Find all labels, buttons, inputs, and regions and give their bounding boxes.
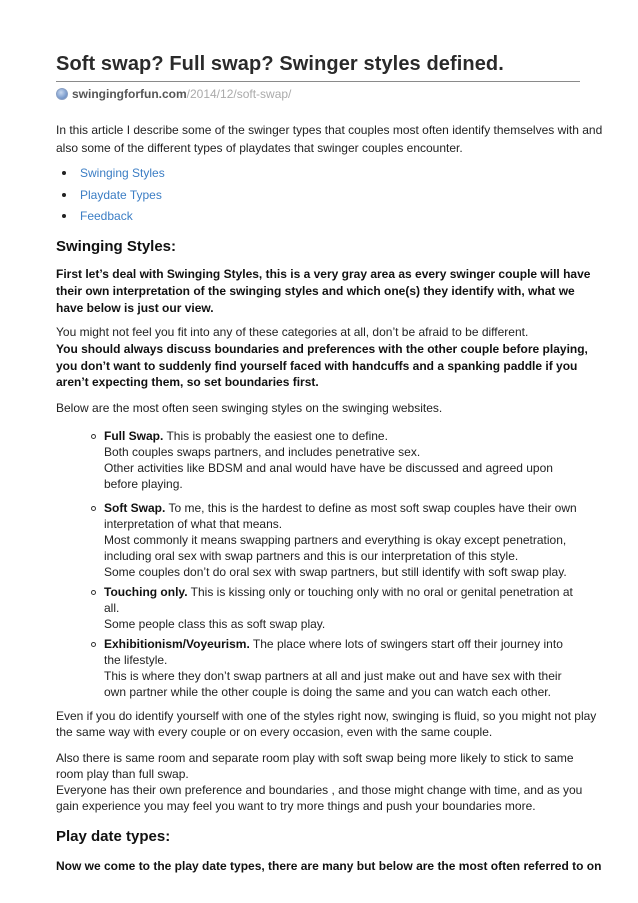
paragraph-line: Even if you do identify yourself with one of the styles right now, swinging is fluid, so you might not play bbox=[56, 709, 597, 723]
bold-intro-line: have below is just our view. bbox=[56, 301, 214, 315]
toc-link-swinging-styles[interactable]: Swinging Styles bbox=[80, 166, 165, 180]
intro-line: also some of the different types of playdates that swinger couples encounter. bbox=[56, 141, 463, 155]
style-item-full-swap: Full Swap. This is probably the easiest one to define. bbox=[104, 429, 388, 443]
bold-intro-line: First let’s deal with Swinging Styles, this is a very gray area as every swinger couple will have bbox=[56, 267, 591, 281]
style-line: own partner while the other couple is doing the same and you can watch each other. bbox=[104, 685, 551, 699]
style-line: Most commonly it means swapping partners and everything is okay except penetration, bbox=[104, 533, 567, 547]
source-url bbox=[56, 87, 291, 101]
paragraph-line: You might not feel you fit into any of these categories at all, don’t be afraid to be different. bbox=[56, 325, 529, 339]
bold-line: aren’t expecting them, so set boundaries first. bbox=[56, 375, 319, 389]
style-line: all. bbox=[104, 601, 120, 615]
style-item-exhibitionism-voyeurism: Exhibitionism/Voyeurism. The place where lots of swingers start off their journey into bbox=[104, 637, 563, 651]
paragraph-line: gain experience you may feel you want to try more things and push your boundaries more. bbox=[56, 799, 536, 813]
style-line: Both couples swaps partners, and includes penetrative sex. bbox=[104, 445, 421, 459]
title-divider bbox=[56, 81, 580, 82]
source-domain: swingingforfun.com bbox=[72, 87, 187, 101]
style-line: This is where they don’t swap partners at all and just make out and have sex with their bbox=[104, 669, 562, 683]
circle-bullet-icon bbox=[91, 506, 96, 511]
toc-link-playdate-types[interactable]: Playdate Types bbox=[80, 188, 162, 202]
bold-line: you don’t want to suddenly find yourself faced with handcuffs and a spanking paddle if you bbox=[56, 359, 578, 373]
circle-bullet-icon bbox=[91, 590, 96, 595]
page-title: Soft swap? Full swap? Swinger styles defined. bbox=[56, 53, 504, 75]
paragraph-line: Also there is same room and separate room play with soft swap being more likely to stick to same bbox=[56, 751, 574, 765]
source-path: /2014/12/soft-swap/ bbox=[186, 87, 292, 101]
intro-line: In this article I describe some of the swinger types that couples most often identify themselves with and bbox=[56, 123, 603, 137]
style-line: interpretation of what that means. bbox=[104, 517, 283, 531]
bullet-icon bbox=[62, 214, 66, 218]
bold-line: You should always discuss boundaries and preferences with the other couple before playing, bbox=[56, 342, 588, 356]
style-item-soft-swap: Soft Swap. To me, this is the hardest to define as most soft swap couples have their own bbox=[104, 501, 577, 515]
style-line: Other activities like BDSM and anal would have have be discussed and agreed upon bbox=[104, 461, 553, 475]
globe-icon bbox=[56, 88, 68, 100]
section-heading-play-date-types: Play date types: bbox=[56, 828, 171, 845]
circle-bullet-icon bbox=[91, 642, 96, 647]
circle-bullet-icon bbox=[91, 434, 96, 439]
style-item-touching-only: Touching only. This is kissing only or touching only with no oral or genital penetration at bbox=[104, 585, 573, 599]
paragraph-line: the same way with every couple or on every occasion, even with the same couple. bbox=[56, 725, 493, 739]
section-heading-swinging-styles: Swinging Styles: bbox=[56, 238, 177, 255]
bullet-icon bbox=[62, 171, 66, 175]
style-line: Some couples don’t do oral sex with swap partners, but still identify with soft swap play. bbox=[104, 565, 567, 579]
style-line: including oral sex with swap partners and this is our interpretation of this style. bbox=[104, 549, 519, 563]
style-line: before playing. bbox=[104, 477, 183, 491]
paragraph-line: Everyone has their own preference and boundaries , and those might change with time, and as you bbox=[56, 783, 583, 797]
paragraph-line: room play than full swap. bbox=[56, 767, 189, 781]
list-intro: Below are the most often seen swinging styles on the swinging websites. bbox=[56, 401, 443, 415]
toc-link-feedback[interactable]: Feedback bbox=[80, 209, 133, 223]
style-line: the lifestyle. bbox=[104, 653, 168, 667]
bold-intro-line: their own interpretation of the swinging styles and which one(s) they identify with, what we bbox=[56, 284, 575, 298]
style-line: Some people class this as soft swap play. bbox=[104, 617, 326, 631]
bold-intro-line: Now we come to the play date types, there are many but below are the most often referred to on bbox=[56, 859, 602, 873]
bullet-icon bbox=[62, 193, 66, 197]
